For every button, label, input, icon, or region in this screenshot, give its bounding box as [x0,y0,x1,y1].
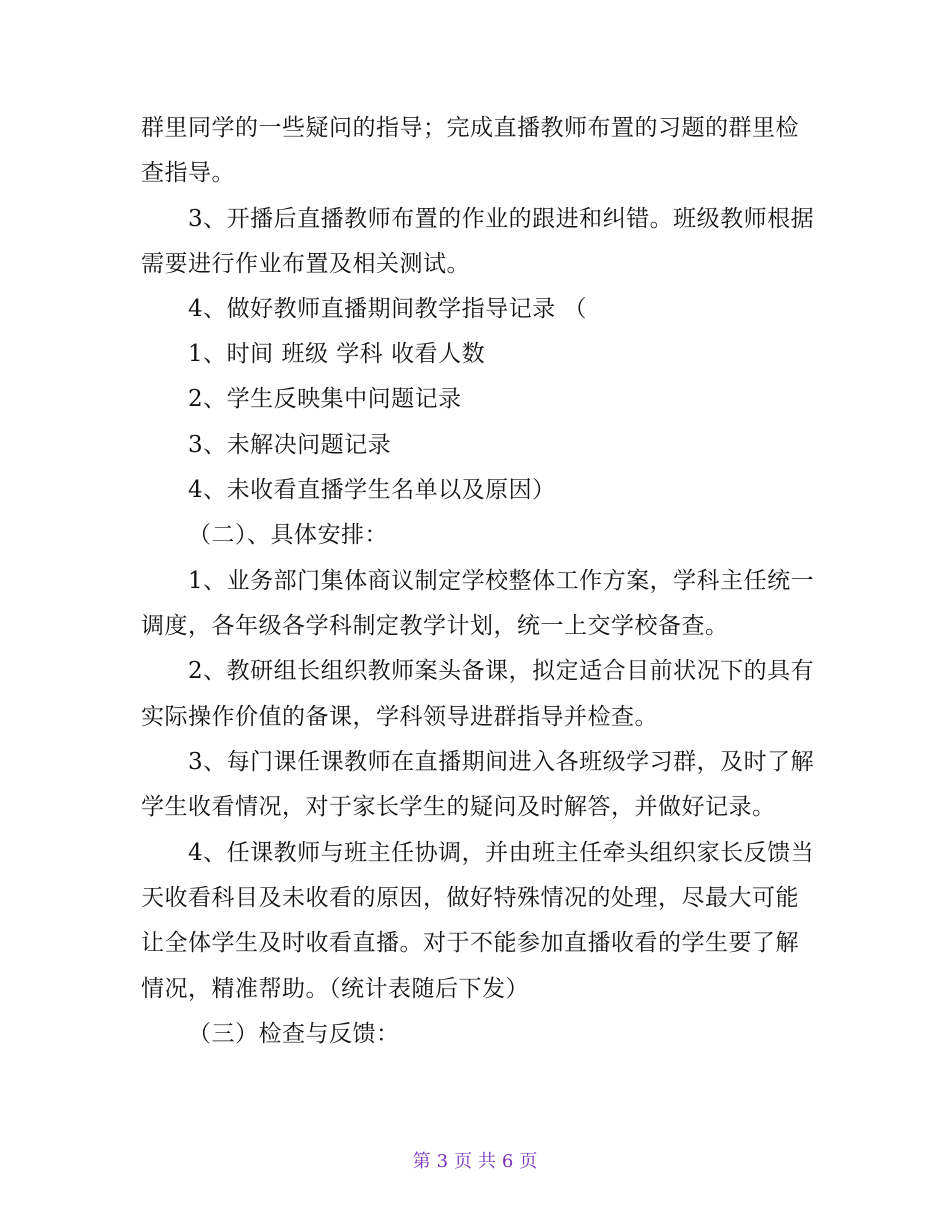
paragraph-line: 学生收看情况，对于家长学生的疑问及时解答，并做好记录。 [141,794,776,820]
paragraph-line: 3、开播后直播教师布置的作业的跟进和纠错。班级教师根据 [188,206,815,232]
paragraph-line: 让全体学生及时收看直播。对于不能参加直播收看的学生要了解 [141,930,799,956]
section-heading: （二）、具体安排： [188,522,388,548]
footer-prefix: 第 [412,1151,431,1172]
paragraph-line: 天收看科目及未收看的原因，做好特殊情况的处理，尽最大可能 [141,885,799,911]
list-item: 1、时间 班级 学科 收看人数 [188,341,486,367]
paragraph-line: 1、业务部门集体商议制定学校整体工作方案，学科主任统一 [188,568,815,594]
paragraph-line: 4、任课教师与班主任协调，并由班主任牵头组织家长反馈当 [188,840,815,866]
list-item: 2、学生反映集中问题记录 [188,386,462,412]
paragraph-line: 需要进行作业布置及相关测试。 [141,251,470,277]
footer-current-page: 3 [436,1151,449,1172]
paragraph-line: 2、教研组长组织教师案头备课，拟定适合目前状况下的具有 [188,658,815,684]
footer-suffix: 页 [519,1151,538,1172]
footer-middle: 页 共 [454,1151,496,1172]
paragraph-line: 3、每门课任课教师在直播期间进入各班级学习群，及时了解 [188,749,815,775]
paragraph-line: 查指导。 [141,160,235,186]
paragraph-line: 群里同学的一些疑问的指导；完成直播教师布置的习题的群里检 [141,115,799,141]
paragraph-line: 调度，各年级各学科制定教学计划，统一上交学校备查。 [141,613,729,639]
paragraph-line: 4、做好教师直播期间教学指导记录 （ [188,296,587,322]
list-item: 4、未收看直播学生名单以及原因） [188,477,556,503]
section-heading: （三）检查与反馈： [188,1021,400,1047]
paragraph-line: 实际操作价值的备课，学科领导进群指导并检查。 [141,704,658,730]
list-item: 3、未解决问题记录 [188,432,392,458]
footer-total-pages: 6 [501,1151,514,1172]
page-number-footer [0,1150,950,1174]
paragraph-line: 情况，精准帮助。（统计表随后下发） [141,976,529,1002]
